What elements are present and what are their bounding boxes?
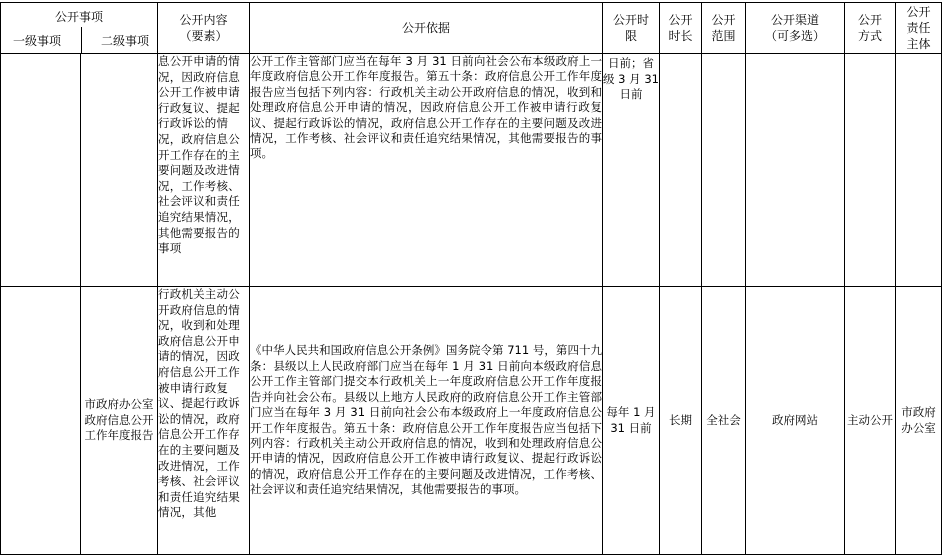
cell-time: 每年 1 月 31 日前	[603, 287, 660, 555]
cell-basis: 公开工作主管部门应当在每年 3 月 31 日前向社会公布本级政府上一年度政府信息公开工作年度报告。第五十条：政府信息公开工作年度报告应当包括下列内容：行政机关主动公开政府信息的情况，收到和处理政府信息公开申请的情况，因政府信息公开工作被申请行政复议、提起行政诉讼的情况，政府信息公开工作存在的主要问题及改进情况，工作考核、社会评议和责任追究结果情况，其他需要报告的事项。	[250, 54, 603, 287]
cell-subject	[896, 54, 942, 287]
header-basis: 公开依据	[250, 3, 603, 54]
cell-method	[845, 54, 896, 287]
header-duration: 公开 时长	[660, 3, 702, 54]
header-method: 公开 方式	[845, 3, 896, 54]
header-group-items	[1, 3, 158, 54]
table-row	[1, 287, 942, 555]
cell-duration: 长期	[660, 287, 702, 555]
cell-basis: 《中华人民共和国政府信息公开条例》国务院令第 711 号，第四十九条：县级以上人民政府部门应当在每年 1 月 31 日前向本级政府信息公开工作主管部门提交本行政机关上一年度政府信息公开工作年度报告并向社会公布。县级以上地方人民政府的政府信息公开工作主管部门应当在每年 3 月 31 日前向社会公布本级政府上一年度政府信息公开工作年度报告。第五十条：政府信息公开工作年度报告应当包括下列内容：行政机关主动公开政府信息的情况，收到和处理政府信息公开申请的情况，因政府信息公开工作被申请行政复议、提起行政诉讼的情况，政府信息公开工作存在的主要问题及改进情况，工作考核、社会评议和责任追究结果情况，其他需要报告的事项。	[250, 287, 603, 555]
header-level1: 一级事项	[13, 34, 62, 48]
cell-content: 息公开申请的情况，因政府信息公开工作被申请行政复议、提起行政诉讼的情况，政府信息公开工作存在的主要问题及改进情况，工作考核、社会评议和责任追究结果情况，其他需要报告的事项	[158, 54, 250, 287]
cell-method: 主动公开	[845, 287, 896, 555]
cell-scope: 全社会	[702, 287, 746, 555]
table-row	[1, 54, 942, 287]
cell-content: 行政机关主动公开政府信息的情况，收到和处理政府信息公开申请的情况，因政府信息公开工作被申请行政复议、提起行政诉讼的情况，政府信息公开工作存在的主要问题及改进情况，工作考核、社会评议和责任追究结果情况，其他	[158, 287, 250, 555]
table-header-row	[1, 3, 942, 54]
header-scope: 公开 范围	[702, 3, 746, 54]
header-group-divider	[81, 27, 82, 53]
cell-scope	[702, 54, 746, 287]
header-group-title: 公开事项	[54, 10, 103, 24]
cell-channel	[746, 54, 845, 287]
cell-subject: 市政府办公室	[896, 287, 942, 555]
header-content: 公开内容 （要素）	[158, 3, 250, 54]
cell-duration	[660, 54, 702, 287]
header-subject: 公开 责任 主体	[896, 3, 942, 54]
cell-level2	[81, 54, 158, 287]
cell-channel: 政府网站	[746, 287, 845, 555]
disclosure-table	[0, 2, 942, 555]
cell-time: 日前；省级 3 月 31 日前	[603, 54, 660, 287]
cell-level1	[1, 54, 81, 287]
header-time: 公开时 限	[603, 3, 660, 54]
cell-level1	[1, 287, 81, 555]
header-level2: 二级事项	[100, 34, 149, 48]
cell-level2: 市政府办公室政府信息公开工作年度报告	[81, 287, 158, 555]
header-channel: 公开渠道 （可多选）	[746, 3, 845, 54]
